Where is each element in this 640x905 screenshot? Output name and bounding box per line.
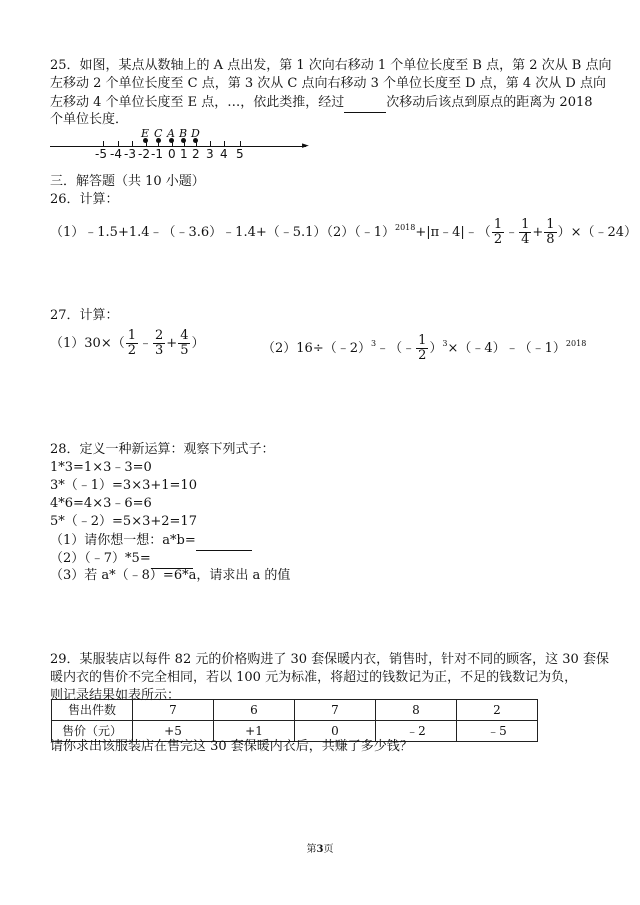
tick-label: -4 <box>110 147 122 161</box>
table-cell: ﹣2 <box>376 721 457 742</box>
tick-label: -2 <box>138 147 150 161</box>
table-row <box>52 700 538 721</box>
q26-title: 26．计算： <box>50 192 119 207</box>
q29-question: 请你求出该服装店在售完这 30 套保暖内衣后，共赚了多少钱？ <box>50 739 413 754</box>
table-header-cell: 售出件数 <box>52 700 133 721</box>
tick-label: 4 <box>220 147 228 161</box>
q27-fraction-1: $\frac{1}{2}$ <box>127 328 136 358</box>
q25-line3-start: 左移动 4 个单位长度至 E 点，…，依此类推，经过 <box>50 95 345 110</box>
q25-line3-end: 次移动后该点到原点的距离为 2018 <box>386 95 593 110</box>
q25-line3 <box>50 92 593 113</box>
q27-title: 27．计算： <box>50 308 119 323</box>
tick-label: 1 <box>180 147 188 161</box>
q26-expressions: （1）﹣1.5+1.4﹣（﹣3.6）﹣1.4+（﹣5.1）（2）（﹣1）$^{2018}$+|π﹣4|﹣（ $\frac{1}{2}$ ﹣ $\frac{1}{4}$ + $\frac{1}{8}$ ）×（﹣24） <box>50 217 638 247</box>
q28-example-3: 4*6=4×3﹣6=6 <box>50 496 152 511</box>
tick-label: 5 <box>236 147 244 161</box>
table-cell: +5 <box>133 721 214 742</box>
number-line-axis <box>50 146 306 147</box>
q26-fraction-1: $\frac{1}{2}$ <box>493 217 503 247</box>
q26-fraction-3: $\frac{1}{8}$ <box>546 217 555 247</box>
number-line-figure <box>50 124 310 160</box>
q27-part1: （1）30×（ $\frac{1}{2}$ ﹣ $\frac{2}{3}$ + $\frac{4}{5}$ ） <box>50 328 205 358</box>
q29-line2: 暖内衣的售价不完全相同，若以 100 元为标准，将超过的钱数记为正，不足的钱数记为负， <box>50 670 578 685</box>
q27-part2: （2）16÷（﹣2）$^3$﹣（﹣ $\frac{1}{2}$ ）$^3$×（﹣4）﹣（﹣1）$^{2018}$ <box>262 333 587 363</box>
q28-example-1: 1*3=1×3﹣3=0 <box>50 460 152 475</box>
q26-part1: （1）﹣1.5+1.4﹣（﹣3.6）﹣1.4+（﹣5.1） <box>50 225 327 240</box>
tick-label: 2 <box>192 147 200 161</box>
table-cell: ﹣5 <box>457 721 538 742</box>
tick-label: -3 <box>124 147 136 161</box>
q26-part2-start: （2）（﹣1） <box>326 225 395 240</box>
q29-record-table <box>51 699 538 742</box>
table-cell: 7 <box>295 700 376 721</box>
q27-fraction-2: $\frac{2}{3}$ <box>155 328 164 358</box>
q28-sub-1: （1）请你想一想：a*b= <box>50 530 252 551</box>
point-label-b: B <box>179 127 188 140</box>
q29-line1: 29．某服装店以每件 82 元的价格购进了 30 套保暖内衣，销售时，针对不同的顾客，这 30 套保 <box>50 652 609 667</box>
table-cell: +1 <box>214 721 295 742</box>
q29-line3: 则记录结果如表所示： <box>50 688 181 703</box>
tick-label: 0 <box>168 147 176 161</box>
q26-part2-mid: +|π﹣4|﹣（ <box>415 225 491 240</box>
table-cell: 6 <box>214 700 295 721</box>
table-cell: 7 <box>133 700 214 721</box>
page-footer: 第3页 <box>306 844 334 855</box>
q28-sub-1-blank <box>196 530 252 551</box>
q28-sub-2: （2）（﹣7）*5= <box>50 548 193 569</box>
q28-example-2: 3*（﹣1）=3×3+1=10 <box>50 478 197 493</box>
q27-fraction-3: $\frac{4}{5}$ <box>180 328 189 358</box>
number-line-arrow-icon: ► <box>302 141 309 151</box>
table-header-cell: 售价（元） <box>52 721 133 742</box>
q28-example-4: 5*（﹣2）=5×3+2=17 <box>50 514 197 529</box>
table-cell: 0 <box>295 721 376 742</box>
tick-label: -1 <box>151 147 163 161</box>
point-label-a: A <box>167 127 175 140</box>
section-three-heading: 三．解答题（共 10 小题） <box>50 174 205 189</box>
q26-fraction-2: $\frac{1}{4}$ <box>521 217 530 247</box>
q26-part2-end: ）×（﹣24） <box>557 225 638 240</box>
q25-answer-blank <box>344 92 386 113</box>
table-cell: 2 <box>457 700 538 721</box>
tick-label: -5 <box>95 147 107 161</box>
point-label-d: D <box>191 127 200 140</box>
q25-line2: 左移动 2 个单位长度至 C 点，第 3 次从 C 点向右移动 3 个单位长度至 D 点，第 4 次从 D 点向 <box>50 76 606 91</box>
q25-line4: 个单位长度． <box>50 112 129 127</box>
q27-fraction-4: $\frac{1}{2}$ <box>418 333 427 363</box>
point-label-e: E <box>141 127 150 140</box>
tick-label: 3 <box>206 147 214 161</box>
table-cell: 8 <box>376 700 457 721</box>
q26-exponent: 2018 <box>394 223 416 232</box>
q28-sub-3: （3）若 a*（﹣8）=6*a，请求出 a 的值 <box>50 568 291 583</box>
q25-line1: 25．如图，某点从数轴上的 A 点出发，第 1 次向右移动 1 个单位长度至 B 点，第 2 次从 B 点向 <box>50 58 612 73</box>
q28-title: 28．定义一种新运算：观察下列式子： <box>50 442 275 457</box>
point-label-c: C <box>154 127 163 140</box>
